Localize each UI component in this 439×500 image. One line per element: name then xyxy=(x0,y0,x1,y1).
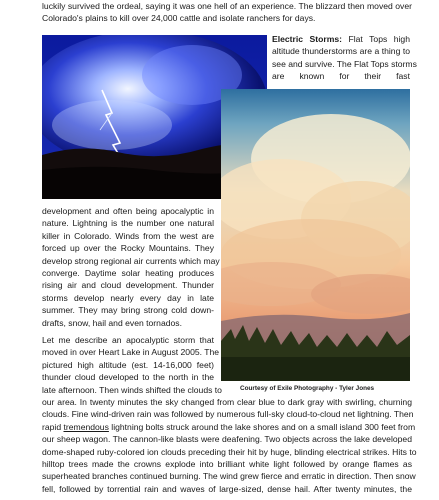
top-paragraph xyxy=(42,0,412,25)
photo-caption: Courtesy of Exile Photography - Tyler Jones xyxy=(240,385,375,392)
top-line-2: Colorado's plains to kill over 24,000 cattle and isolate ranchers for days. xyxy=(42,13,316,24)
left-column-paragraph-1: development and often being apocalyptic in nature. Lightning is the number one natural killer in Colorado. Winds from the west are forced up over the Rocky Mountains. They develop strong regional air currents which may converge. Daytime solar heating produces rising air and cloud development. Thunder storms develop nearly every day in late summer. They may bring strong cold down- drafts, snow, hail and even tornados. xyxy=(42,206,220,328)
bottom-paragraph: our area. In twenty minutes the sky changed from clear blue to dark gray with swirling, churning clouds. Fine wind-driven rain was followed by numerous full-sky cloud-to-cloud net lightning. Then rapid tremendous lightning bolts struck around the lake shores and on a small island 300 feet from our sheep wagon. The cannon-like blasts were deafening. Two objects across the lake developed dome-shaped ruby-colored ion clouds preceding their hit by huge, blinding electrical strikes. Hits to hilltop trees made the crowns explode into brilliant white light followed by orange flames as superheated branches continued burning. The wind grew fierce and erratic in direction. Then snow fell, followed by torrential rain and waves of large-sized, dense hail. After twenty minutes, the xyxy=(42,397,417,494)
electric-storms-intro: Electric Storms: Flat Tops high altitude thunderstorms are a thing to see and survive. The Flat Tops storms are known for their fast xyxy=(272,34,417,82)
top-line-1: luckily survived the ordeal, saying it was one hell of an experience. The blizzard then moved over xyxy=(42,1,412,11)
thunderhead-cloud-photo xyxy=(221,89,410,381)
underlined-word: tremendous xyxy=(63,421,109,432)
left-column-paragraph-2: Let me describe an apocalyptic storm that moved in over Heart Lake in August 2005. The pictured high altitude (est. 14-16,000 feet) thunder cloud developed to the north in the late afternoon. Then winds shifted the clouds to xyxy=(42,335,222,395)
section-heading: Electric Storms: xyxy=(272,34,342,44)
